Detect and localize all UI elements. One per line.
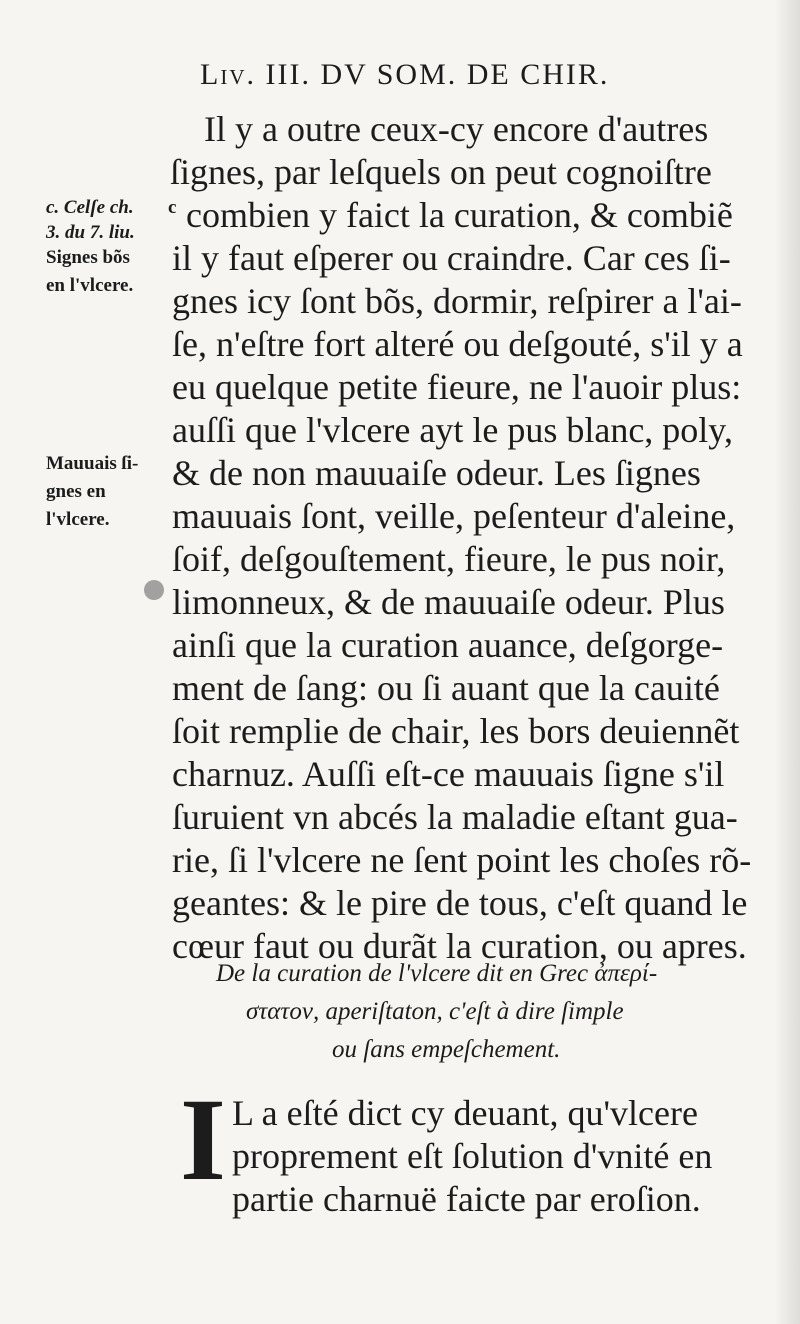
body-line: ſoit remplie de chair, les bors deuiennẽt — [172, 711, 740, 751]
margin-note-signes-bons-2: en l'vlcere. — [46, 275, 134, 296]
body-line: limonneux, & de mauuaiſe odeur. Plus — [172, 582, 725, 622]
body-line: & de non mauuaiſe odeur. Les ſignes — [172, 453, 701, 493]
margin-note-celse-1: c. Celſe ch. — [46, 197, 134, 218]
body-line: ſoif, deſgouſtement, fieure, le pus noir, — [172, 539, 726, 579]
section-heading-line: De la curation de l'vlcere dit en Grec ἀπερί- — [216, 960, 658, 987]
margin-reference-letter: c — [168, 197, 177, 218]
margin-note-mauuais-2: gnes en — [46, 481, 106, 502]
body-line: rie, ſi l'vlcere ne ſent point les choſes rõ- — [172, 840, 752, 880]
body-line: eu quelque petite fieure, ne l'auoir plus: — [172, 367, 742, 407]
margin-note-mauuais-1: Mauuais ſi- — [46, 453, 139, 474]
body-line: ſuruient vn abcés la maladie eſtant gua- — [172, 797, 738, 837]
body-line: il y faut eſperer ou craindre. Car ces ſi- — [172, 238, 731, 278]
section-line: proprement eſt ſolution d'vnité en — [232, 1136, 713, 1176]
body-line: ſignes, par leſquels on peut cognoiſtre — [170, 152, 712, 192]
section-line: partie charnuë faicte par eroſion. — [232, 1179, 701, 1219]
page-edge-shadow — [774, 0, 800, 1324]
margin-note-mauuais-3: l'vlcere. — [46, 509, 110, 530]
drop-cap: I — [180, 1074, 226, 1205]
running-head: Liv. III. DV SOM. DE CHIR. — [200, 58, 610, 91]
body-line: geantes: & le pire de tous, c'eſt quand le — [172, 883, 748, 923]
body-line: ainſi que la curation auance, deſgorge- — [172, 625, 724, 665]
body-line: combien y faict la curation, & combiẽ — [186, 195, 733, 235]
body-line: gnes icy ſont bõs, dormir, reſpirer a l'ai- — [172, 281, 742, 321]
body-line: ment de ſang: ou ſi auant que la cauité — [172, 668, 720, 708]
body-line: cœur faut ou durãt la curation, ou apres. — [172, 926, 747, 966]
section-heading-line: ou ſans empeſchement. — [332, 1036, 561, 1063]
body-line: mauuais ſont, veille, peſenteur d'aleine, — [172, 496, 736, 536]
body-line: Il y a outre ceux-cy encore d'autres — [204, 109, 709, 149]
margin-note-celse-2: 3. du 7. liu. — [46, 222, 135, 243]
body-line: auſſi que l'vlcere ayt le pus blanc, poly, — [172, 410, 733, 450]
section-heading-line: στατον, aperiſtaton, c'eſt à dire ſimple — [246, 998, 624, 1025]
section-line: L a eſté dict cy deuant, qu'vlcere — [232, 1093, 698, 1133]
body-line: ſe, n'eſtre fort alteré ou deſgouté, s'il y a — [172, 324, 743, 364]
body-line: charnuz. Auſſi eſt-ce mauuais ſigne s'il — [172, 754, 725, 794]
ink-stain — [144, 580, 164, 600]
margin-note-signes-bons-1: Signes bõs — [46, 247, 130, 268]
